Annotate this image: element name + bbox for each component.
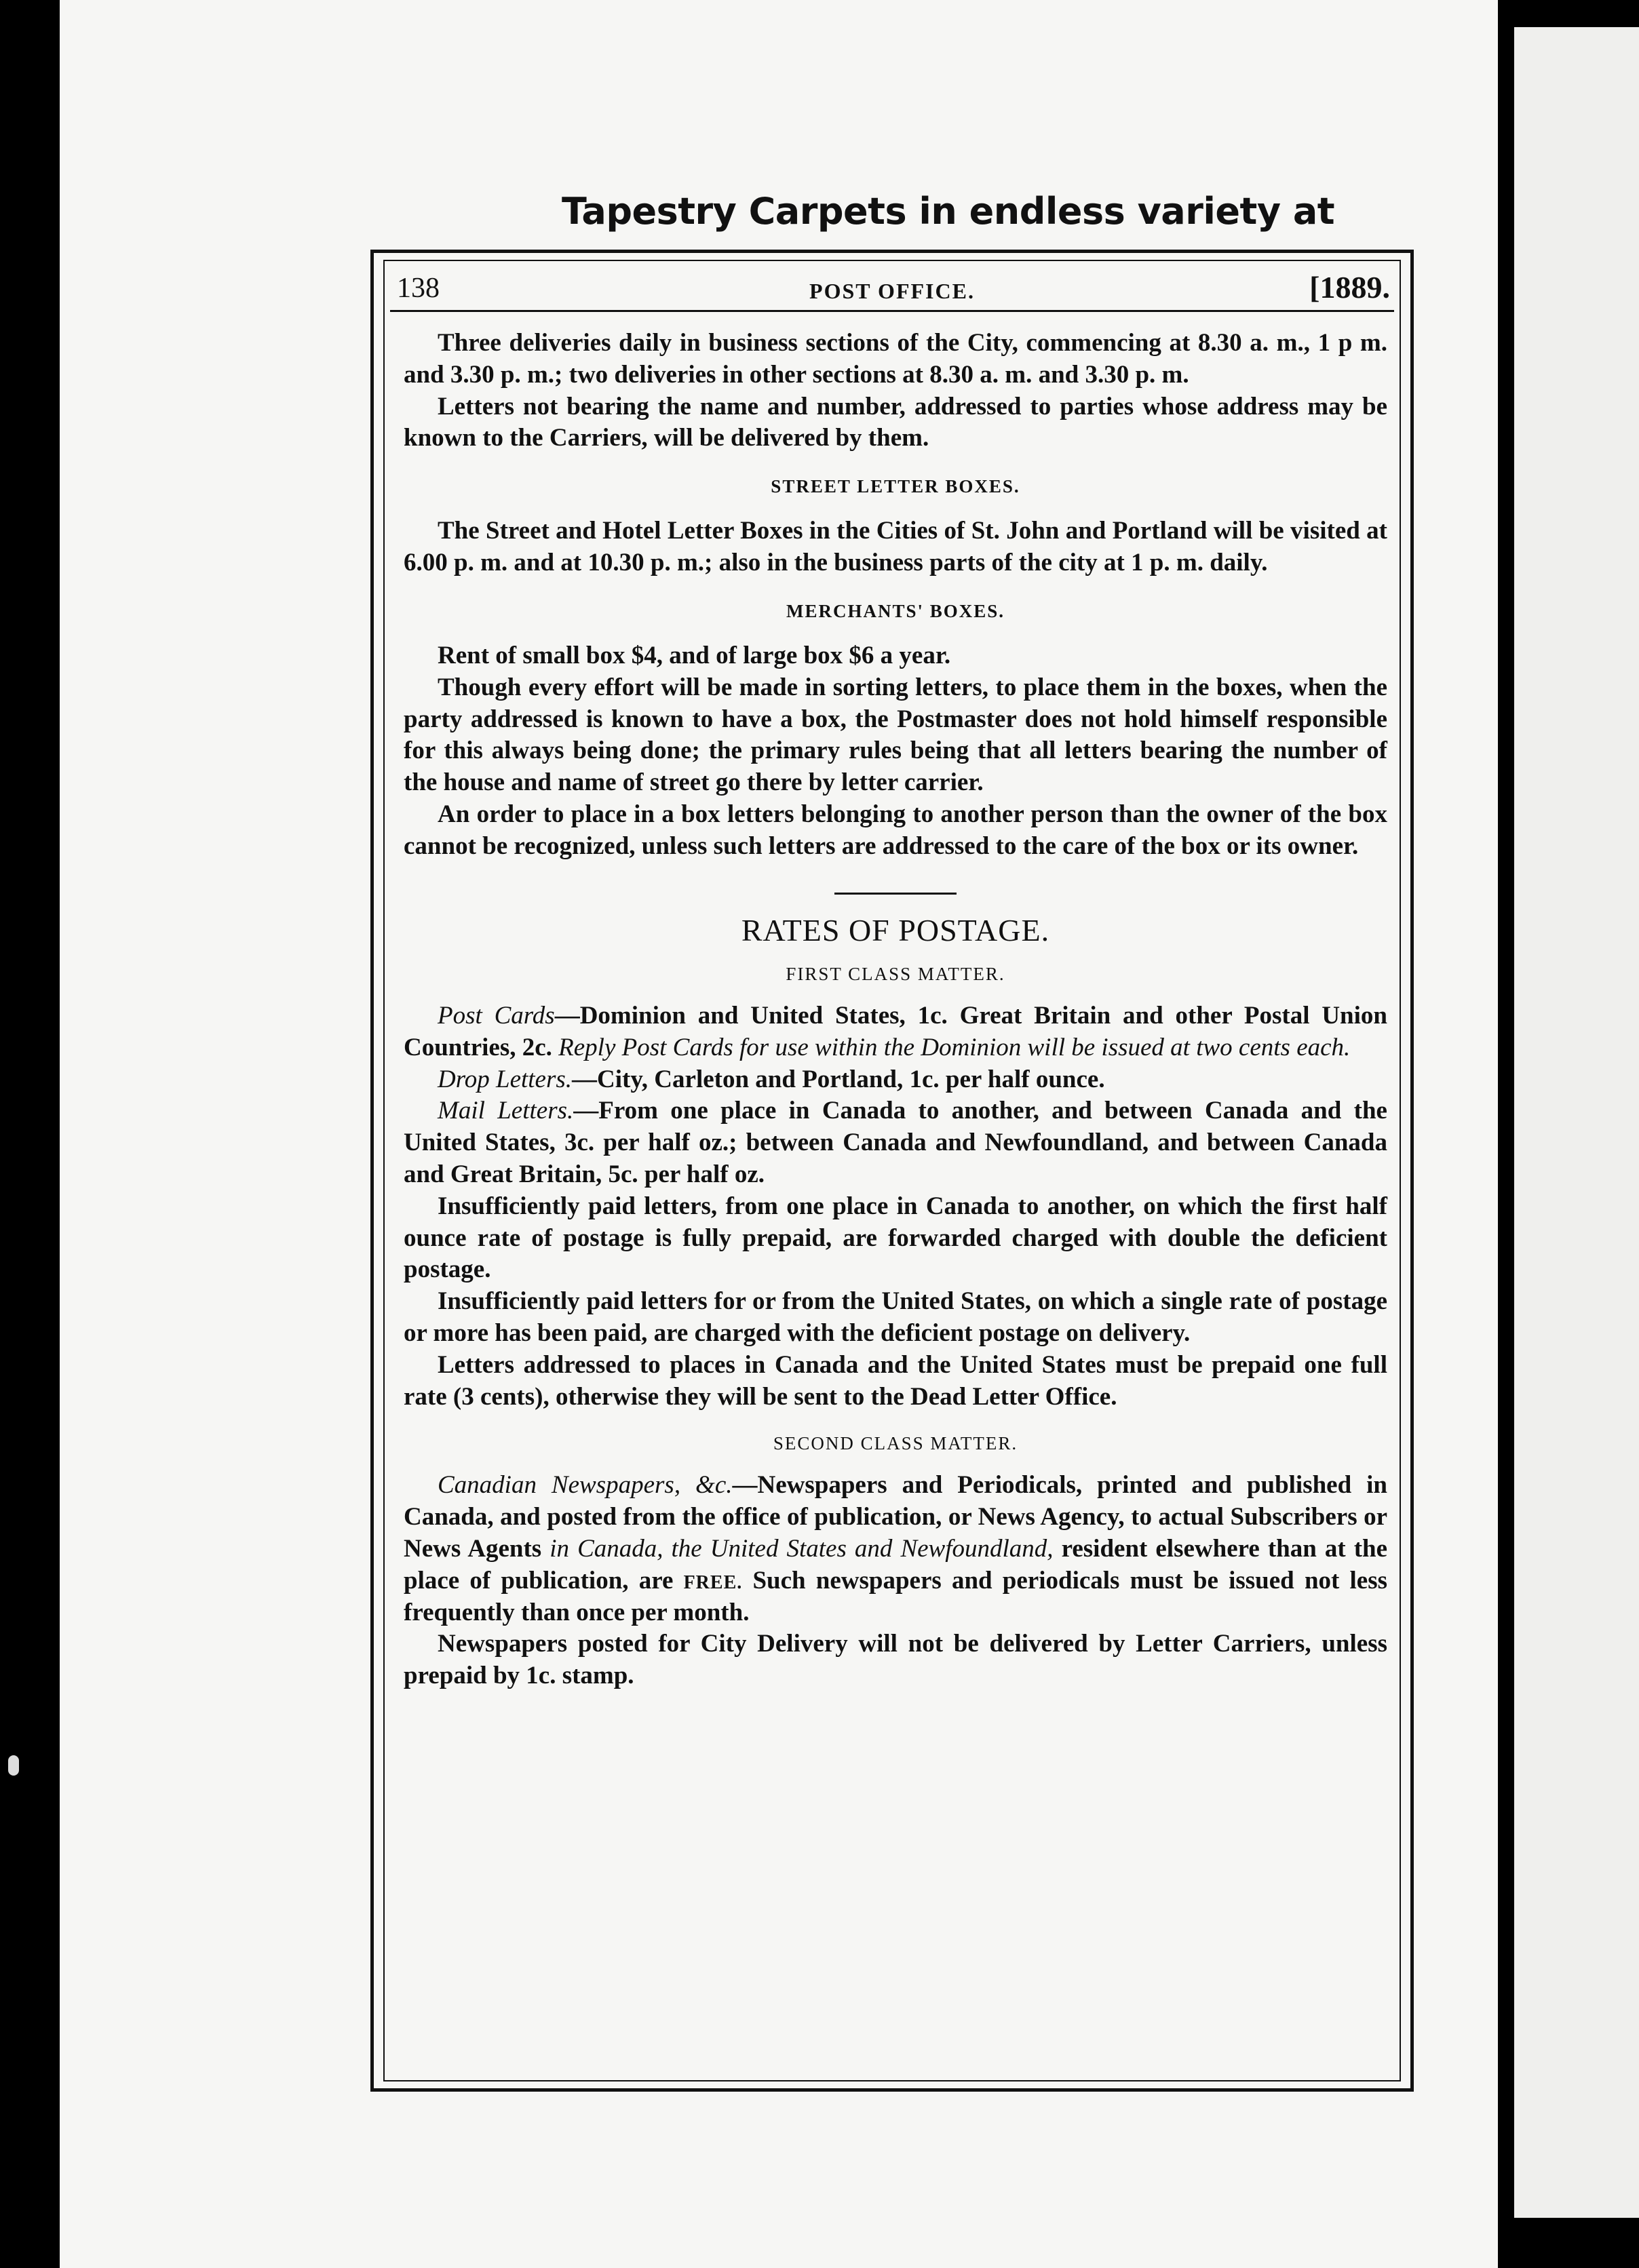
newspapers-text-c: Such newspapers and periodicals must be issued not less frequently than once per month. <box>404 1566 1388 1626</box>
section-title: POST OFFICE. <box>809 279 975 303</box>
drop-letters-text: —City, Carleton and Portland, 1c. per half ounce. <box>572 1065 1105 1093</box>
prepaid-paragraph: Letters addressed to places in Canada and the United States must be prepaid one full rate (3 cents), otherwise they will be sent to the Dead Letter Office. <box>404 1350 1387 1411</box>
free-label: FREE. <box>683 1571 743 1593</box>
newspapers-text-a: —Newspapers and Periodicals, printed and published in Canada, and posted from the office of publication, or News Agency, to actual Subscribers or News Agents <box>404 1471 1387 1563</box>
carriers-paragraph: Letters not bearing the name and number, addressed to parties whose address may be known to the Carriers, will be delivered by them. <box>404 392 1387 452</box>
rates-title: RATES OF POSTAGE. <box>741 912 1050 947</box>
drop-letters-paragraph <box>404 1064 1387 1096</box>
newspapers-text-b: resident elsewhere than at the place of publication, are <box>404 1535 1388 1595</box>
delivery-paragraph: Three deliveries daily in business sections of the City, commencing at 8.30 a. m., 1 p m. and 3.30 p. m.; two deliveries in other sections at 8.30 a. m. and 3.30 p. m. <box>404 329 1387 389</box>
page-sheet <box>60 0 1498 2268</box>
street-boxes-heading: STREET LETTER BOXES. <box>771 476 1020 497</box>
reply-cards-note: Reply Post Cards for use within the Dominion will be issued at two cents each. <box>558 1033 1351 1061</box>
mail-letters-text: —From one place in Canada to another, and between Canada and the United States, 3c. per half oz.; between Canada and Newfoundland, and between Canada and Great Britain, 5c. per half oz. <box>404 1097 1387 1188</box>
page-frame <box>370 250 1414 2092</box>
insufficient-canada-paragraph: Insufficiently paid letters, from one place in Canada to another, on which the first half ounce rate of postage is fully prepaid, are forwarded charged with double the deficient postage. <box>404 1192 1387 1284</box>
first-class-heading: FIRST CLASS MATTER. <box>786 963 1005 984</box>
adjacent-page-edge <box>1514 27 1639 2218</box>
box-order-paragraph: An order to place in a box letters belonging to another person than the owner of the box cannot be recognized, unless such letters are addressed to the care of the box or its owner. <box>404 800 1387 860</box>
newspapers-italic: in Canada, the United States and Newfoundland, <box>549 1535 1054 1563</box>
second-class-heading: SECOND CLASS MATTER. <box>773 1433 1018 1454</box>
post-cards-label: Post Cards <box>438 1001 555 1030</box>
post-cards-text: —Dominion and United States, 1c. Great Britain and other Postal Union Countries, 2c. <box>404 1001 1387 1061</box>
mail-letters-label: Mail Letters. <box>438 1097 574 1125</box>
newspapers-label: Canadian Newspapers, &c. <box>438 1471 733 1500</box>
post-cards-paragraph <box>404 1000 1387 1064</box>
binding-mark <box>8 1755 19 1776</box>
box-rent-paragraph: Rent of small box $4, and of large box $6 a year. <box>438 642 951 670</box>
mail-letters-paragraph <box>404 1095 1387 1190</box>
newspapers-paragraph <box>404 1470 1387 1628</box>
sorting-paragraph: Though every effort will be made in sorting letters, to place them in the boxes, when the party addressed is known to have a box, the Postmaster does not hold himself responsible for this always being done; the primary rules being that all letters bearing the number of the house and name of street go there by letter carrier. <box>404 673 1387 797</box>
running-header <box>390 262 1394 312</box>
street-boxes-paragraph: The Street and Hotel Letter Boxes in the Cities of St. John and Portland will be visited at 6.00 p. m. and at 10.30 p. m.; also in the business parts of the city at 1 p. m. daily. <box>404 517 1387 577</box>
advertisement-banner: Tapestry Carpets in endless variety at <box>562 190 1335 233</box>
page-body <box>404 328 1387 1692</box>
merchants-boxes-heading: MERCHANTS' BOXES. <box>786 600 1005 621</box>
section-divider <box>834 893 957 895</box>
page-number: 138 <box>397 273 440 304</box>
drop-letters-label: Drop Letters. <box>438 1065 573 1093</box>
city-delivery-paragraph: Newspapers posted for City Delivery will not be delivered by Letter Carriers, unless prepaid by 1c. stamp. <box>404 1630 1387 1690</box>
year-label: [1889. <box>1309 270 1390 305</box>
insufficient-us-paragraph: Insufficiently paid letters for or from the United States, on which a single rate of postage or more has been paid, are charged with the deficient postage on delivery. <box>404 1287 1387 1347</box>
